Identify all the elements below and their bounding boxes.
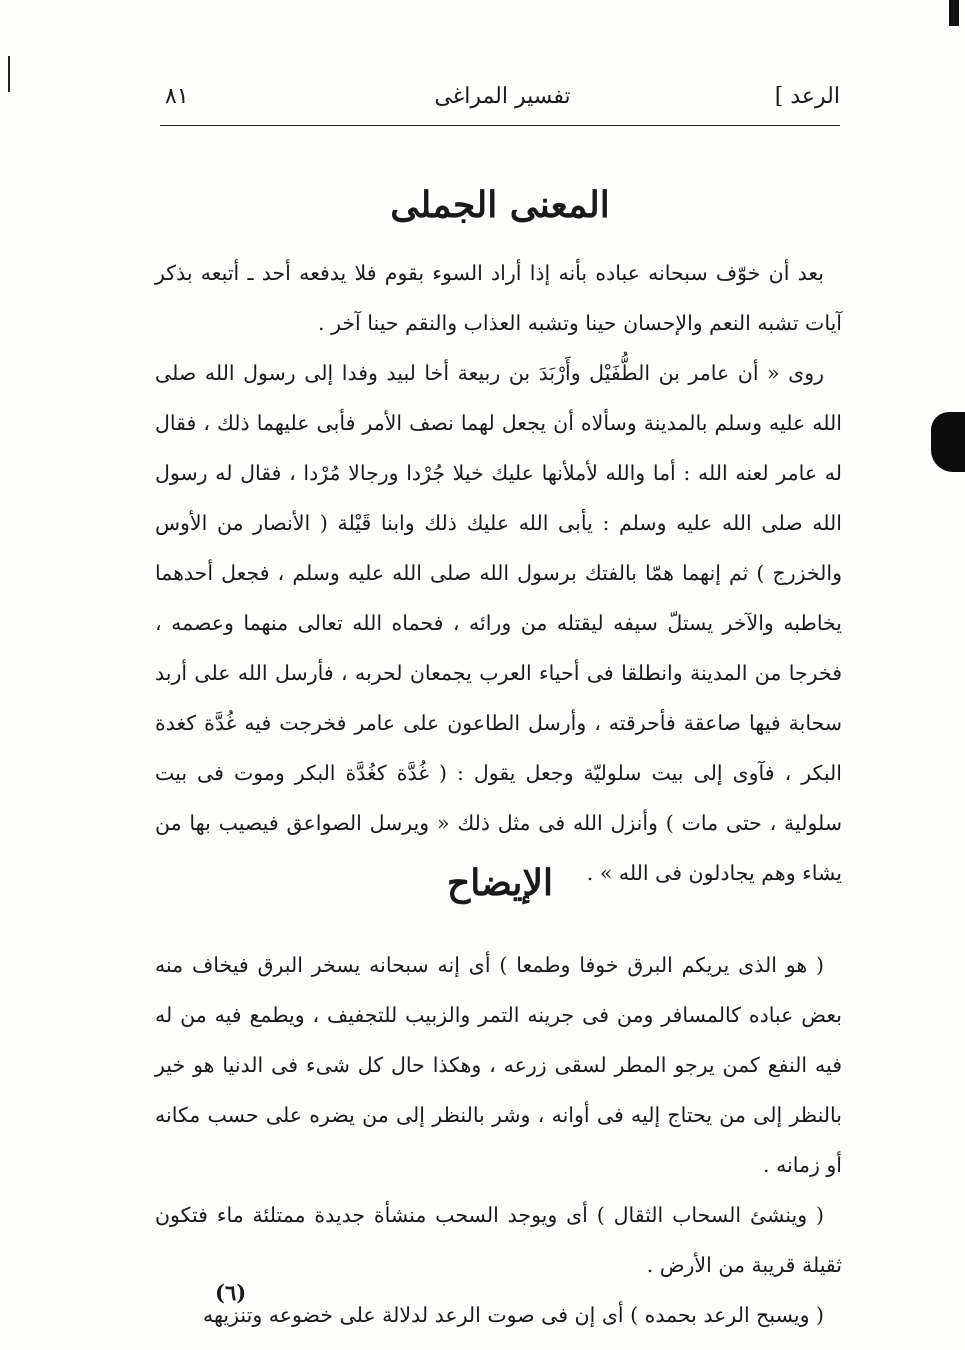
printer-signature: (٦)	[215, 1280, 247, 1305]
explanation-body	[155, 940, 842, 1340]
scan-corner-mark	[949, 0, 959, 26]
header-rule	[160, 125, 840, 126]
surah-name: الرعد ]	[774, 84, 840, 109]
paragraph: بعد أن خوّف سبحانه عباده بأنه إذا أراد السوء بقوم فلا يدفعه أحد ـ أتبعه بذكر آيات تشبه النعم والإحسان حينا وتشبه العذاب والنقم حينا آخر .	[155, 261, 842, 335]
scan-edge-line	[8, 56, 10, 92]
scan-edge-blot	[931, 412, 965, 472]
paragraph: روى « أن عامر بن الطُّفَيْل وأَرْبَدَ بن ربيعة أخا لبيد وفدا إلى رسول الله صلى الله عليه وسلم بالمدينة وسألاه أن يجعل لهما نصف الأمر فأبى عليهما ذلك ، فقال له عامر لعنه الله : أما والله لأملأنها عليك خيلا جُرْدا ورجالا مُرْدا ، فقال له رسول الله صلى الله عليه وسلم : يأبى الله عليك ذلك وابنا قَيْلة ( الأنصار من الأوس والخزرج ) ثم إنهما همّا بالفتك برسول الله صلى الله عليه وسلم ، فجعل أحدهما يخاطبه والآخر يستلّ سيفه ليقتله من ورائه ، فحماه الله تعالى منهما وعصمه ، فخرجا من المدينة وانطلقا فى أحياء العرب يجمعان لحربه ، فأرسل الله على أربد سحابة فيها صاعقة فأحرقته ، وأرسل الطاعون على عامر فخرجت فيه غُدَّة كغدة البكر ، فآوى إلى بيت سلوليّة وجعل يقول : ( غُدَّة كغُدَّة البكر وموت فى بيت سلولية ، حتى مات ) وأنزل الله فى مثل ذلك « ويرسل الصواعق فيصيب بها من يشاء وهم يجادلون فى الله » .	[155, 361, 842, 885]
paragraph: ( هو الذى يريكم البرق خوفا وطمعا ) أى إنه سبحانه يسخر البرق فيخاف منه بعض عباده كالمسافر ومن فى جرينه التمر والزبيب للتجفيف ، ويطمع فيه من له فيه النفع كمن يرجو المطر لسقى زرعه ، وهكذا حال كل شىء فى الدنيا هو خير بالنظر إلى من يحتاج إليه فى أوانه ، وشر بالنظر إلى من يضره على حسب مكانه أو زمانه .	[155, 953, 842, 1177]
page-header	[165, 78, 840, 118]
paragraph: ( ويسبح الرعد بحمده ) أى إن فى صوت الرعد لدلالة على خضوعه وتنزيهه	[202, 1303, 824, 1327]
section-title-explanation: الإيضاح	[447, 862, 553, 904]
section-title-general-meaning: المعنى الجملى	[390, 184, 610, 226]
general-meaning-body	[155, 248, 842, 898]
paragraph: ( وينشئ السحاب الثقال ) أى ويوجد السحب منشأة جديدة ممتلئة ماء فتكون ثقيلة قريبة من الأرض .	[155, 1203, 842, 1277]
page-number: ٨١	[165, 84, 189, 109]
book-title: تفسير المراغى	[434, 84, 571, 109]
